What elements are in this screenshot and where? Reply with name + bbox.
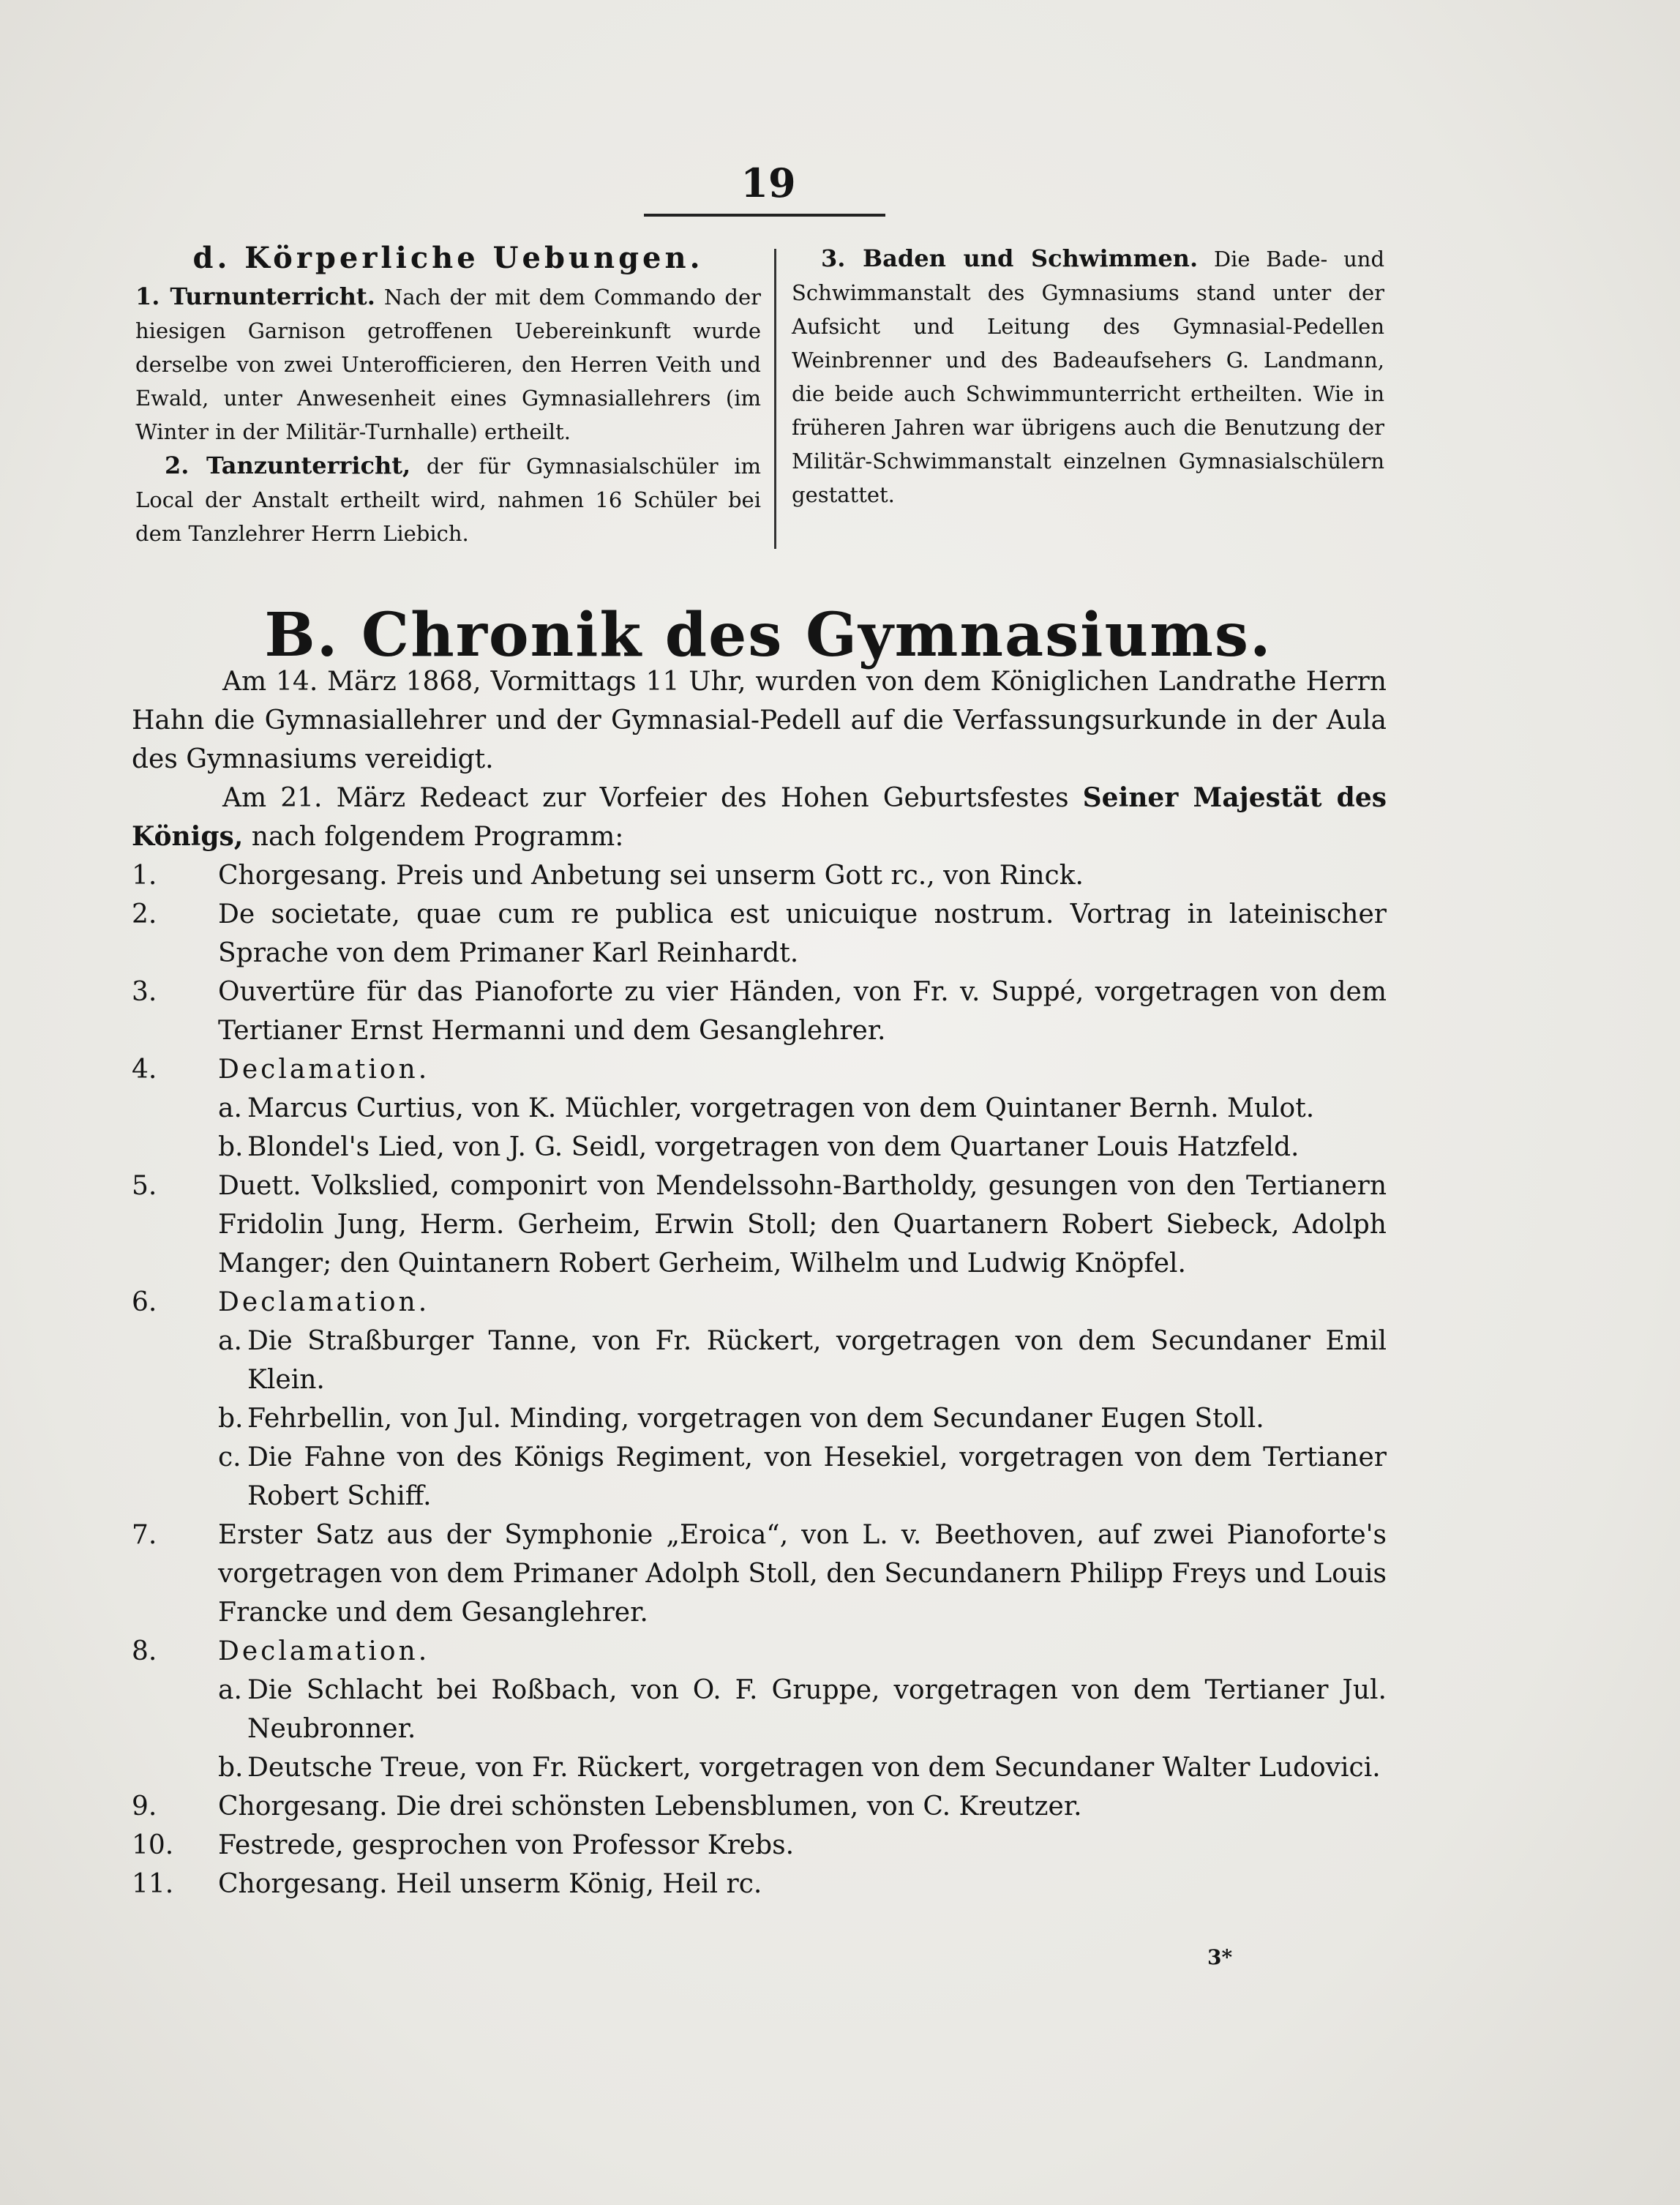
paragraph-lead: 1. Turnunterricht.	[135, 282, 375, 310]
subitem-letter: c.	[218, 1442, 241, 1472]
item-number: 2.	[132, 899, 157, 929]
program-subitem	[132, 1128, 1387, 1167]
item-number: 3.	[132, 977, 157, 1007]
program-item	[132, 1283, 1387, 1322]
program-subitem	[132, 1089, 1387, 1128]
program-item	[132, 1865, 1387, 1903]
item-number	[132, 1089, 218, 1128]
item-text: Festrede, gesprochen von Professor Krebs.	[218, 1830, 795, 1860]
program-item	[132, 895, 1387, 973]
subitem-letter: a.	[218, 1675, 242, 1705]
item-text: Fehrbellin, von Jul. Minding, vorgetragen von dem Secundaner Eugen Stoll.	[247, 1404, 1264, 1434]
page-number: 19	[740, 160, 796, 206]
item-number: 5.	[132, 1171, 157, 1201]
paragraph-bold: Seiner Majestät des Königs,	[132, 782, 1387, 852]
item-text: Chorgesang. Heil unserm König, Heil rc.	[218, 1869, 762, 1899]
subitem-letter: b.	[218, 1404, 244, 1434]
item-text: Chorgesang. Preis und Anbetung sei unserm Gott rc., von Rinck.	[218, 861, 1084, 891]
program-item	[132, 1632, 1387, 1671]
item-number: 1.	[132, 861, 157, 891]
subitem-letter: a.	[218, 1326, 242, 1356]
item-number: 11.	[132, 1869, 174, 1899]
item-text: Declamation.	[218, 1055, 430, 1085]
program-item	[132, 856, 1387, 895]
item-text: Marcus Curtius, von K. Müchler, vorgetragen von dem Quintaner Bernh. Mulot.	[247, 1093, 1315, 1123]
program-item	[132, 1826, 1387, 1865]
item-number: 4.	[132, 1055, 157, 1085]
item-text: Deutsche Treue, von Fr. Rückert, vorgetragen von dem Secundaner Walter Ludovici.	[247, 1753, 1381, 1783]
program-subitem	[132, 1671, 1387, 1748]
paragraph-tanzunterricht	[135, 449, 761, 550]
header-rule	[644, 214, 885, 217]
signature-mark: 3*	[1207, 1945, 1233, 1969]
item-text: Die Fahne von des Königs Regiment, von Hesekiel, vorgetragen von dem Tertianer Robert Schiff.	[247, 1442, 1387, 1511]
item-text: Erster Satz aus der Symphonie „Eroica“, von L. v. Beethoven, auf zwei Pianoforte's vorgetragen von dem Primaner Adolph Stoll, den Secundanern Philipp Freys und Louis Francke und dem Gesanglehrer.	[218, 1520, 1387, 1628]
program-item	[132, 1050, 1387, 1089]
chronicle-paragraph-1: Am 14. März 1868, Vormittags 11 Uhr, wurden von dem Königlichen Landrathe Herrn Hahn die Gymnasiallehrer und der Gymnasial-Pedell auf die Verfassungsurkunde in der Aula des Gymnasiums vereidigt.	[132, 667, 1387, 774]
left-column	[135, 242, 761, 550]
program-item	[132, 1787, 1387, 1826]
paragraph-turnunterricht	[135, 280, 761, 449]
item-number: 7.	[132, 1520, 157, 1550]
item-number: 10.	[132, 1830, 174, 1860]
item-number: 9.	[132, 1792, 157, 1822]
program-subitem	[132, 1322, 1387, 1399]
item-number	[132, 1748, 218, 1787]
chronicle-paragraph-2	[132, 779, 1387, 856]
item-number: 8.	[132, 1636, 157, 1666]
item-text: Die Schlacht bei Roßbach, von O. F. Gruppe, vorgetragen von dem Tertianer Jul. Neubronner.	[247, 1675, 1387, 1744]
paragraph-text: der für Gymnasialschüler im Local der Anstalt ertheilt wird, nahmen 16 Schüler bei dem Tanzlehrer Herrn Liebich.	[135, 454, 762, 546]
item-text: Blondel's Lied, von J. G. Seidl, vorgetragen von dem Quartaner Louis Hatzfeld.	[247, 1132, 1300, 1162]
item-number	[132, 1322, 218, 1399]
chronicle-body	[132, 662, 1387, 1903]
paragraph-lead: 3. Baden und Schwimmen.	[821, 244, 1199, 272]
program-subitem	[132, 1399, 1387, 1438]
item-text: Duett. Volkslied, componirt von Mendelssohn-Bartholdy, gesungen von den Tertianern Fridolin Jung, Herm. Gerheim, Erwin Stoll; den Quartanern Robert Siebeck, Adolph Manger; den Quintanern Robert Gerheim, Wilhelm und Ludwig Knöpfel.	[218, 1171, 1387, 1279]
item-text: Die Straßburger Tanne, von Fr. Rückert, vorgetragen von dem Secundaner Emil Klein.	[247, 1326, 1387, 1395]
column-divider	[774, 249, 776, 549]
subitem-letter: a.	[218, 1093, 242, 1123]
item-text: Declamation.	[218, 1287, 430, 1317]
program-item	[132, 1516, 1387, 1632]
paragraph-text: Am 21. März Redeact zur Vorfeier des Hohen Geburtsfestes	[222, 783, 1083, 813]
item-number	[132, 1671, 218, 1748]
paragraph-text: Die Bade- und Schwimmanstalt des Gymnasiums stand unter der Aufsicht und Leitung des Gymnasial-Pedellen Weinbrenner und des Badeaufsehers G. Landmann, die beide auch Schwimmunterricht ertheilten. Wie in früheren Jahren war übrigens auch die Benutzung der Militär-Schwimmanstalt einzelnen Gymnasialschülern gestattet.	[792, 247, 1385, 507]
section-title: B. Chronik des Gymnasiums.	[264, 600, 1272, 670]
item-text: Ouvertüre für das Pianoforte zu vier Händen, von Fr. v. Suppé, vorgetragen von dem Tertianer Ernst Hermanni und dem Gesanglehrer.	[218, 977, 1387, 1046]
paragraph-lead: 2. Tanzunterricht,	[165, 452, 411, 479]
paragraph-text: nach folgendem Programm:	[243, 822, 624, 852]
item-text: De societate, quae cum re publica est unicuique nostrum. Vortrag in lateinischer Sprache von dem Primaner Karl Reinhardt.	[218, 899, 1387, 968]
item-number: 6.	[132, 1287, 157, 1317]
item-text: Declamation.	[218, 1636, 430, 1666]
subsection-heading: d. Körperliche Uebungen.	[192, 241, 704, 275]
subitem-letter: b.	[218, 1753, 244, 1783]
item-number	[132, 1438, 218, 1516]
item-number	[132, 1128, 218, 1167]
paragraph-text: Nach der mit dem Commando der hiesigen Garnison getroffenen Uebereinkunft wurde derselbe von zwei Unterofficieren, den Herren Veith und Ewald, unter Anwesenheit eines Gymnasiallehrers (im Winter in der Militär-Turnhalle) ertheilt.	[135, 285, 761, 444]
subitem-letter: b.	[218, 1132, 244, 1162]
paragraph-baden	[792, 242, 1384, 512]
program-item	[132, 1167, 1387, 1283]
program-subitem	[132, 1748, 1387, 1787]
program-list	[132, 856, 1387, 1903]
item-text: Chorgesang. Die drei schönsten Lebensblumen, von C. Kreutzer.	[218, 1792, 1082, 1822]
right-column	[792, 242, 1384, 512]
program-subitem	[132, 1438, 1387, 1516]
program-item	[132, 973, 1387, 1050]
item-number	[132, 1399, 218, 1438]
